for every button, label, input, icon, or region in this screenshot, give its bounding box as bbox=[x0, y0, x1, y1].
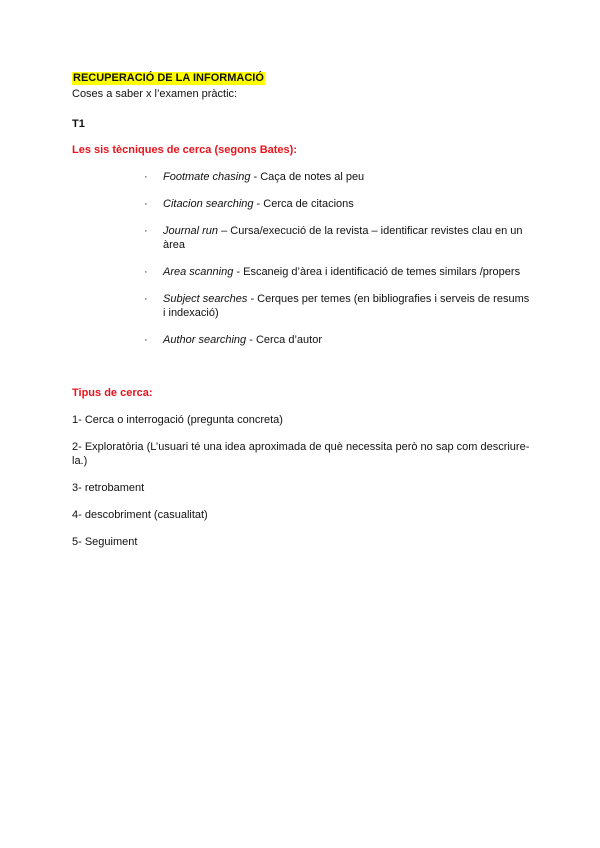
technique-term: Journal run bbox=[163, 225, 219, 237]
technique-term: Footmate chasing bbox=[163, 171, 251, 183]
bullet-icon: · bbox=[144, 171, 148, 183]
technique-term: Citacion searching bbox=[163, 198, 254, 210]
technique-desc: - Cerques per temes (en bibliografies i serveis de resums i indexació) bbox=[163, 293, 530, 319]
techniques-heading: Les sis tècniques de cerca (segons Bates): bbox=[72, 144, 297, 156]
bullet-icon: · bbox=[144, 225, 148, 237]
technique-desc: – Cursa/execució de la revista – identificar revistes clau en un àrea bbox=[163, 225, 523, 251]
list-item bbox=[72, 170, 532, 184]
bullet-icon: · bbox=[144, 198, 148, 210]
technique-desc: - Cerca d’autor bbox=[246, 334, 322, 346]
list-item bbox=[72, 224, 532, 252]
list-item: 5- Seguiment bbox=[72, 536, 138, 548]
technique-desc: - Caça de notes al peu bbox=[250, 171, 365, 183]
list-item bbox=[72, 197, 532, 211]
list-item: 2- Exploratòria (L’usuari té una idea aproximada de què necessita però no sap com descriure-la.) bbox=[72, 441, 530, 467]
list-item: 3- retrobament bbox=[72, 482, 145, 494]
types-list bbox=[72, 413, 532, 562]
bullet-icon: · bbox=[144, 334, 148, 346]
list-item: 1- Cerca o interrogació (pregunta concreta) bbox=[72, 414, 283, 426]
list-item bbox=[72, 333, 532, 347]
technique-term: Author searching bbox=[163, 334, 247, 346]
bullet-icon: · bbox=[144, 293, 148, 305]
technique-desc: - Escaneig d’àrea i identificació de temes similars /propers bbox=[233, 266, 521, 278]
technique-term: Subject searches bbox=[163, 293, 248, 305]
list-item bbox=[72, 292, 532, 320]
document-title: RECUPERACIÓ DE LA INFORMACIÓ bbox=[73, 72, 264, 84]
bullet-icon: · bbox=[144, 266, 148, 278]
document-subtitle: Coses a saber x l’examen pràctic: bbox=[72, 88, 238, 100]
types-heading: Tipus de cerca: bbox=[72, 387, 153, 399]
section-label: T1 bbox=[72, 118, 85, 130]
list-item bbox=[72, 265, 532, 279]
technique-term: Area scanning bbox=[163, 266, 234, 278]
techniques-list bbox=[72, 170, 532, 360]
list-item: 4- descobriment (casualitat) bbox=[72, 509, 208, 521]
technique-desc: - Cerca de citacions bbox=[253, 198, 354, 210]
